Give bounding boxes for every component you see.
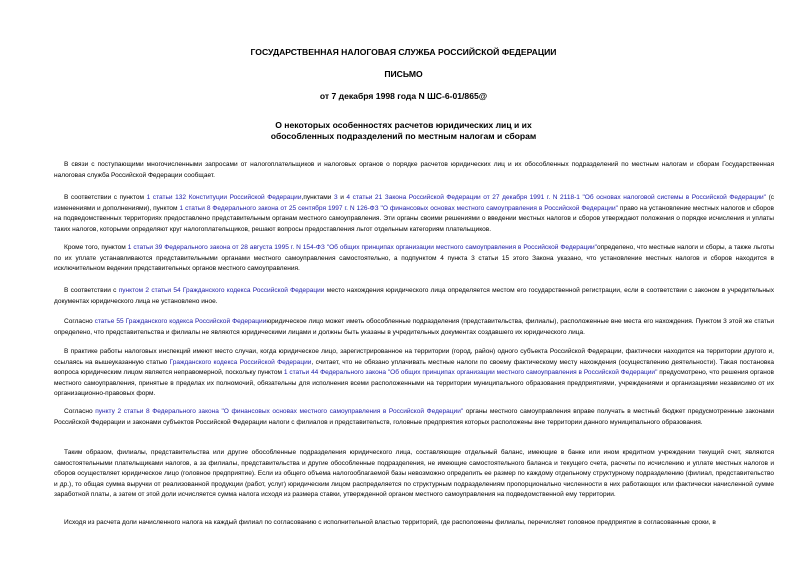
paragraph-text: ,пунктами [301,194,334,201]
paragraph-2 [54,193,774,235]
paragraph-text: В соответствии с пунктом [64,194,147,201]
agency-heading: ГОСУДАРСТВЕННАЯ НАЛОГОВАЯ СЛУЖБА РОССИЙСКОЙ ФЕДЕРАЦИИ [250,47,557,57]
document-title-line-1: О некоторых особенностях расчетов юридических лиц и их [275,120,532,130]
paragraph-text: юридическое лицо может иметь обособленные подразделения (представительства, филиалы), расположенные вне места его нахождения. Пунктом 3 этой же статьи определено, что представительства и филиалы не являются юридическими лицами и должны быть указаны в учредительных документах создавшего их юридического лица. [54,318,774,336]
paragraph-text: В практике работы налоговых инспекций имеют место случаи, когда юридическое лицо, зарегистрированное на территории (город, район) одного субъекта Российской Федерации, фактически находится на территории другого и, ссылаясь на вышеуказанную статью [54,348,774,366]
paragraph-text: и [337,194,347,201]
paragraph-6 [54,347,774,400]
link-law-154-fz-art39[interactable]: 1 статьи 39 Федерального закона от 28 августа 1995 г. N 154-ФЗ "Об общих принципах организации местного самоуправления в Российской Федерации" [127,244,597,251]
link-constitution-art132[interactable]: 1 статьи 132 Конституции Российской Федерации [146,194,302,201]
paragraph-text: Согласно [64,318,95,325]
link-law-126-fz-art8-p2[interactable]: пункту 2 статьи 8 Федерального закона "О финансовых основах местного самоуправления в Российской Федерации" [95,408,464,415]
paragraph-text: определено, что местные налоги и сборы, а также льготы по их уплате устанавливаются представительными органами местного самоуправления самостоятельно, а подпунктом 4 пункта 3 статьи 15 этого Закона указано, что установление местных налогов и сборов находится в исключительном ведении представительных органов местного самоуправления. [54,244,774,273]
paragraph-text: право на установление местных налогов и сборов на подведомственных территориях предоставлено представительным органам местного самоуправления. Эти органы своими решениями о введении местных налогов и сборов утверждают положения о порядке исчисления и уплаты таких налогов, которыми определяют круг налогоплательщиков, решают вопросы предоставления льгот отдельным категориям плательщиков. [54,204,775,233]
paragraph-text: , считает, что не обязано уплачивать местные налоги по своему фактическому месту нахождения (осуществлению деятельности). Такая постановка вопроса юридическим лицом является неправомерной, поскольку пунктом [54,358,774,377]
link-civil-code[interactable]: Гражданского кодекса Российской Федерации [169,358,312,366]
document-type: ПИСЬМО [384,69,423,79]
link-law-126-fz-art8[interactable]: 1 статьи 8 Федерального закона от 25 сентября 1997 г. N 126-ФЗ "О финансовых основах местного самоуправления в Российской Федерации" [179,204,618,212]
paragraph-4 [54,286,774,307]
document-title-line-2: обособленных подразделений по местным налогам и сборам [270,131,537,141]
link-law-2118-1-p3[interactable]: 3 [333,194,338,201]
paragraph-text: Согласно [64,408,96,415]
paragraph-9 [54,518,774,529]
paragraph-3 [54,243,774,275]
paragraph-5 [54,317,774,338]
paragraph-text: В соответствии с [64,287,119,294]
paragraph-8 [54,448,774,501]
paragraph-7 [54,407,774,428]
paragraph-text: предусмотрено, что решения органов местного самоуправления, принятые в пределах их полномочий, обязательны для исполнения всеми расположенными на территории муниципального образования предприятиями, учреждениями и организациями независимо от их организационно-правовых форм. [54,369,774,398]
paragraph-text: место нахождения юридического лица определяется местом его государственной регистрации, если в соответствии с законом в учредительных документах юридического лица не установлено иное. [54,287,774,305]
link-law-154-fz-art44[interactable]: 1 статьи 44 Федерального закона "Об общих принципах организации местного самоуправления в Российской Федерации" [283,369,658,377]
link-law-2118-1-art21[interactable]: 4 статьи 21 Закона Российской Федерации от 27 декабря 1991 г. N 2118-1 "Об основах налоговой системы в Российской Федерации" [346,194,767,201]
paragraph-1 [54,160,774,181]
paragraph-text: Таким образом, филиалы, представительства или другие обособленные подразделения юридического лица, составляющие отдельный баланс, имеющие в банке или ином кредитном учреждении текущий счет, являются самостоятельными плательщиками налогов, а за филиалы, представительства и другие обособленные подразделения, не имеющие самостоятельного баланса и текущего счета, расчеты по исчислению и уплате местных налогов и сборов осуществляет юридическое лицо (головное предприятие). Если из общего объема налогооблагаемой базы невозможно определить ее размер по каждому отдельному структурному подразделению (филиал, представительство и др.), то общая сумма выручки от реализованной продукции (работ, услуг) юридическим лицом распределяется по структурным подразделениям пропорционально численности в них работающих или фактически начисленной сумме заработной платы, а затем от этой доли исчисляется сумма налога исходя из размера ставки, утвержденной органом местного самоуправления на подведомственной ему территории. [54,449,774,499]
paragraph-text: органы местного самоуправления вправе получать в местный бюджет предусмотренные законами Российской Федерации и законами субъектов Российской Федерации налоги с филиалов и представительств, головные предприятия которых расположены вне территории данного муниципального образования. [54,408,774,426]
paragraph-text: В связи с поступающими многочисленными запросами от налогоплательщиков и налоговых органов о порядке расчетов юридических лиц и их обособленных подразделений по местным налогам и сборам Государственная налоговая служба Российской Федерации сообщает. [54,161,774,179]
link-civil-code-art55[interactable]: статье 55 Гражданского кодекса Российской Федерации [94,318,267,325]
paragraph-text: Кроме того, пунктом [64,244,128,251]
link-civil-code-art54[interactable]: пунктом 2 статьи 54 Гражданского кодекса Российской Федерации [118,287,325,294]
document-date-number: от 7 декабря 1998 года N ШС-6-01/865@ [319,91,488,101]
paragraph-text: Исходя из расчета доли начисленного налога на каждый филиал по согласованию с исполнительной властью территорий, где расположены филиалы, перечисляет головное предприятие в согласованные сроки, в [64,519,716,526]
paragraph-text: (с изменениями и дополнениями), пунктом [54,194,775,212]
